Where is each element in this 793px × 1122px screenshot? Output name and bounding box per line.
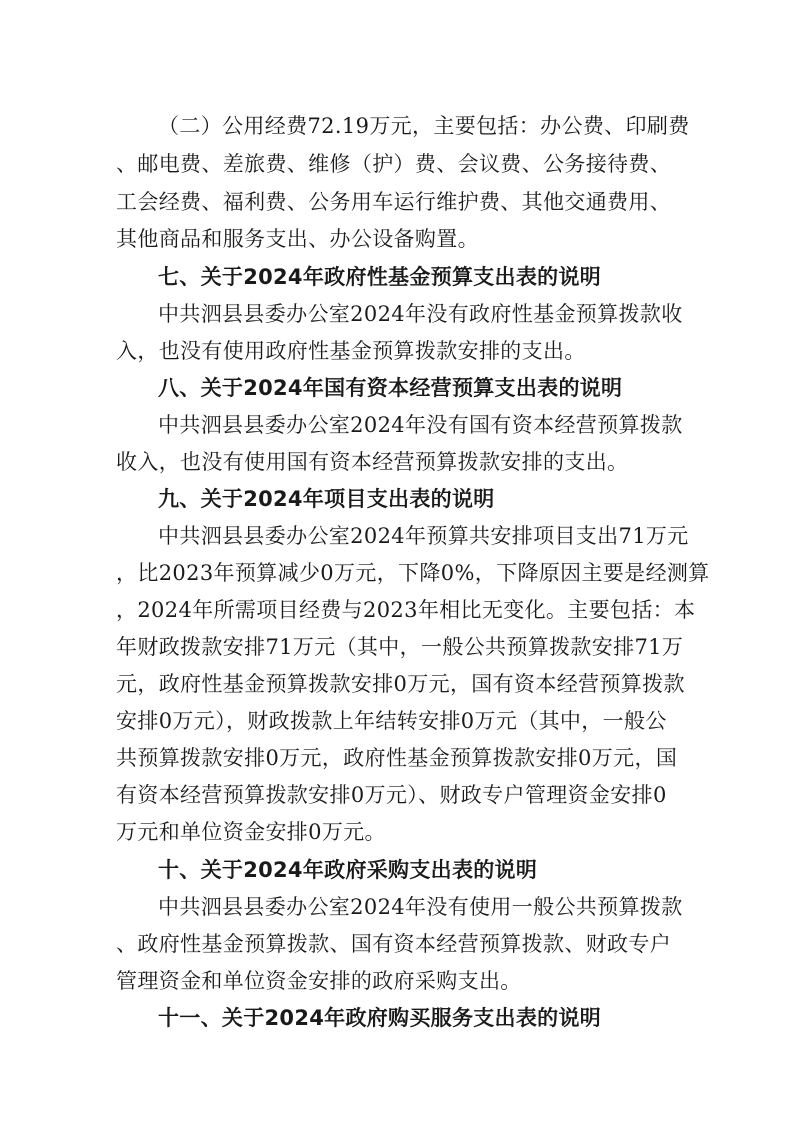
paragraph-line: 万元和单位资金安排0万元。 [116,820,386,844]
paragraph-line: 元，政府性基金预算拨款安排0万元，国有资本经营预算拨款 [116,672,685,696]
paragraph-line: 收入，也没有使用国有资本经营预算拨款安排的支出。 [116,450,629,474]
paragraph-line: 、邮电费、差旅费、维修（护）费、会议费、公务接待费、 [116,152,672,176]
paragraph-line: 有资本经营预算拨款安排0万元）、财政专户管理资金安排0 [116,783,667,807]
section-heading: 十一、关于2024年政府购买服务支出表的说明 [158,1006,602,1030]
paragraph-line: 年财政拨款安排71万元（其中，一般公共预算拨款安排71万 [116,635,684,659]
paragraph-line: 其他商品和服务支出、办公设备购置。 [116,227,479,251]
paragraph-line: （二）公用经费72.19万元，主要包括：办公费、印刷费 [158,114,690,138]
paragraph-line: 管理资金和单位资金安排的政府采购支出。 [116,969,522,993]
section-heading: 九、关于2024年项目支出表的说明 [158,487,495,511]
paragraph-line: 安排0万元），财政拨款上年结转安排0万元（其中，一般公 [116,709,667,733]
paragraph-line: ，比2023年预算减少0万元，下降0%，下降原因主要是经测算 [116,561,710,585]
paragraph-line: 共预算拨款安排0万元，政府性基金预算拨款安排0万元，国 [116,746,678,770]
paragraph-line: 中共泗县县委办公室2024年没有使用一般公共预算拨款 [158,895,683,919]
paragraph-line: 中共泗县县委办公室2024年没有政府性基金预算拨款收 [158,302,683,326]
paragraph-line: 工会经费、福利费、公务用车运行维护费、其他交通费用、 [116,190,672,214]
section-heading: 七、关于2024年政府性基金预算支出表的说明 [158,265,602,289]
paragraph-line: 中共泗县县委办公室2024年预算共安排项目支出71万元 [158,524,689,548]
paragraph-line: 、政府性基金预算拨款、国有资本经营预算拨款、财政专户 [116,932,672,956]
paragraph-line: ，2024年所需项目经费与2023年相比无变化。主要包括：本 [116,598,696,622]
section-heading: 十、关于2024年政府采购支出表的说明 [158,858,538,882]
paragraph-line: 入，也没有使用政府性基金预算拨款安排的支出。 [116,339,586,363]
section-heading: 八、关于2024年国有资本经营预算支出表的说明 [158,376,623,400]
paragraph-line: 中共泗县县委办公室2024年没有国有资本经营预算拨款 [158,413,683,437]
